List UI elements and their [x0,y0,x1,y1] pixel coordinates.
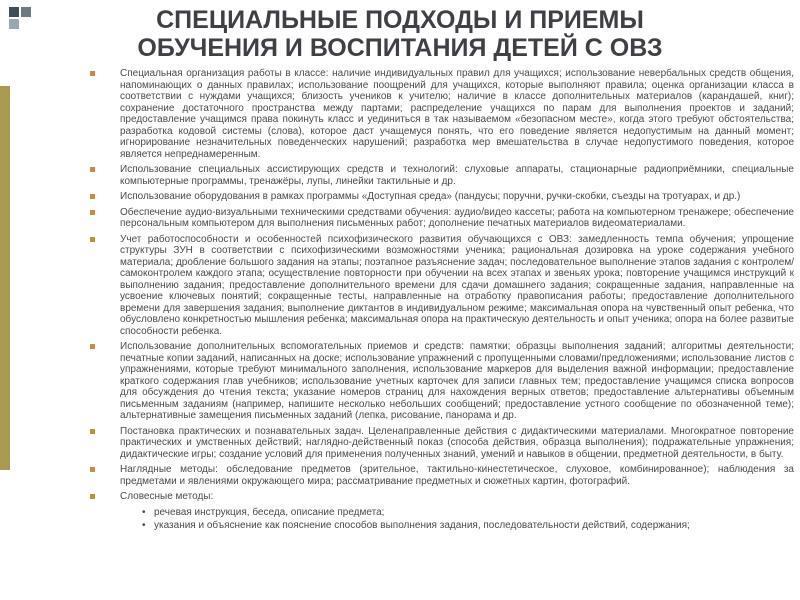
list-item [86,207,794,230]
bullet-square-icon [90,210,95,215]
list-item [86,68,794,160]
bullet-list [86,68,794,532]
bullet-text: Использование дополнительных вспомогательных приемов и средств: памятки; образцы выполнения заданий; алгоритмы деятельности; печатные копии заданий, написанных на доске; использование упражнений с пропущенными словами/предложениями; использование листов с упражнениями, которые требуют минимального заполнения, использование маркеров для выделения важной информации; предоставление краткого содержания глав учебников; использование учетных карточек для записи главных тем; предоставление учащимся списка вопросов для обсуждения до чтения текста; указание номеров страниц для нахождения верных ответов; предоставление альтернативы объемным письменным заданиям (например, напишите несколько небольших сообщений; предоставление устного сообщение по обозначенной теме); альтернативные замещения письменных заданий (лепка, рисование, панорама и др. [120,341,794,421]
title-line-1: СПЕЦИАЛЬНЫЕ ПОДХОДЫ И ПРИЕМЫ [156,6,644,34]
bullet-text: Использование специальных ассистирующих средств и технологий: слуховые аппараты, стационарные радиоприёмники, специальные компьютерные программы, тренажёры, лупы, линейки тактильные и др. [120,164,794,187]
square-icon [9,19,19,29]
list-item [86,341,794,422]
dot-bullet-icon: • [142,520,146,531]
bullet-square-icon [90,494,95,499]
bullet-text: Использование оборудования в рамках программы «Доступная среда» (пандусы; поручни, ручки-скобки, съезды на тротуарах, и др.) [120,191,741,202]
dot-bullet-icon: • [142,506,146,518]
corner-squares-decoration [9,7,31,29]
list-item [86,464,794,487]
bullet-square-icon [90,429,95,434]
sub-bullet-text: речевая инструкция, беседа, описание предмета; [154,506,385,518]
bullet-square-icon [90,344,95,349]
sub-list-item [86,507,794,519]
bullet-text: Обеспечение аудио-визуальными техническими средствами обучения: аудио/видео кассеты; работа на компьютерном тренажере; обеспечение персональным компьютером для выполнения письменных работ; дополнение печатных материалов видеоматериалами. [120,206,794,229]
bullet-text: Учет работоспособности и особенностей психофизического развития обучающихся с ОВЗ: замедленность темпа обучения; упрощение структуры ЗУН в соответствии с психофизическими возможностями ученика; рациональная дозировка на уроке содержания учебного материала; дробление большого задания на этапы; поэтапное разъяснение задач; последовательное выполнение этапов задания с контролем/самоконтролем каждого этапа; осуществление повторности при обучении на всех этапах и звеньях урока; повторение учащимся инструкций к выполнению задания; предоставление дополнительного времени для сдачи домашнего задания; сокращенные задания, направленные на усвоение ключевых понятий; сокращенные тесты, направленные на отработку правописания работы; предоставление дополнительного времени для завершения задания; выполнение диктантов в индивидуальном режиме; максимальная опора на чувственный опыт ребенка, что обусловлено конкретностью мышления ребенка; максимальная опора на практическую деятельность и опыт ученика; опора на более развитые способности ребенка. [120,233,794,337]
list-item [86,234,794,338]
square-icon [21,7,31,17]
sub-bullet-text: указания и объяснение как пояснение способов выполнения задания, последовательности действий, содержания; [154,520,690,531]
bullet-text: Словесные методы: [120,491,214,502]
bullet-text: Наглядные методы: обследование предметов (зрительное, тактильно-кинестетическое, слуховое, комбинированное); наблюдения за предметами и явлениями окружающего мира; рассматривание предметных и сюжетных картин, фотографий. [120,464,794,487]
bullet-square-icon [90,467,95,472]
bullet-square-icon [90,194,95,199]
bullet-square-icon [90,237,95,242]
bullet-square-icon [90,167,95,172]
bullet-text: Постановка практических и познавательных задач. Целенаправленные действия с дидактическими материалами. Многократное повторение практических и умственных действий; наглядно-действенный показ (способа действия, образца выполнения); подражательные упражнения; дидактические игры; создание условий для применения полученных знаний, умений и навыков в общении, предметной деятельности, в быту. [120,425,794,460]
title-line-2: ОБУЧЕНИЯ И ВОСПИТАНИЯ ДЕТЕЙ С ОВЗ [137,34,663,62]
sub-list-item [86,520,794,532]
slide-title [70,6,730,62]
list-item [86,491,794,503]
left-accent-stripe [0,86,10,470]
list-item [86,191,794,203]
bullet-square-icon [90,71,95,76]
square-icon [9,7,19,17]
list-item [86,426,794,461]
bullet-text: Специальная организация работы в классе: наличие индивидуальных правил для учащихся; использование невербальных средств общения, напоминающих о данных правилах; использование поощрений для учащихся, которые выполняют правила; оценка организации класса в соответствии с нуждами учащихся; близость учеников к учителю; наличие в классе дополнительных материалов (карандашей, книг); сохранение достаточного пространства между партами; распределение учащихся по парам для выполнения проектов и заданий; предоставление учащимся права покинуть класс и уединиться в так называемом «безопасном месте», когда этого требуют обстоятельства; разработка кодовой системы (слова), которое даст учащемуся понять, что его поведение является недопустимым на данный момент; игнорирование незначительных поведенческих нарушений; разработка мер вмешательства в случае недопустимого поведения, которое является непреднамеренным. [120,68,794,160]
list-item [86,164,794,187]
